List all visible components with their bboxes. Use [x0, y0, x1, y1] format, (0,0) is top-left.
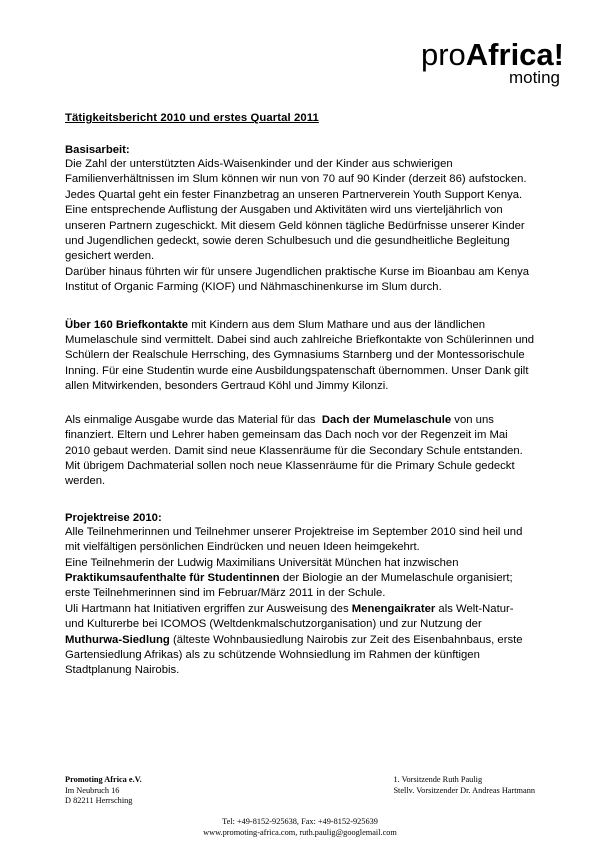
logo — [384, 38, 564, 106]
logo-text-pro: pro — [420, 37, 466, 72]
footer-chair-line1: 1. Vorsitzende Ruth Paulig — [393, 775, 483, 784]
paragraph-briefkontakte: Über 160 Briefkontakte mit Kindern aus dem Slum Mathare und aus der ländlichen Mumelaschule sind vermittelt. Dabei sind auch zahlreiche Briefkontakte von Schülerinnen und Schülern der Realschule Herrsching, des Gymnasiums Starnberg und der Montessorischule Inning. Für eine Studentin wurde eine Ausbildungspatenschaft übernommen. Unser Dank gilt allen Mitwirkenden, besonders Gertraud Köhl und Jimmy Kilonzi. — [65, 318, 535, 393]
paragraph-projektreise-3: Uli Hartmann hat Initiativen ergriffen zur Ausweisung des Menengaikrater als Welt-Natur- und Kulturerbe bei ICOMOS (Weltdenkmalschutzorganisation) und zur Nutzung der Muthurwa-Siedlung (älteste Wohnbausiedlung Nairobis zur Zeit des Eisenbahnbaus, erste Gartensiedlung Afrikas) als zu schützende Wohnsiedlung im Rahmen der künftigen Stadtplanung Nairobis. — [65, 602, 523, 677]
footer-columns — [65, 775, 535, 807]
logo-text-africa: Africa! — [465, 37, 564, 72]
footer-chair-line2: Stellv. Vorsitzender Dr. Andreas Hartmann — [393, 785, 535, 795]
footer-officers — [393, 775, 535, 796]
footer-org-name: Promoting Africa e.V. — [65, 775, 142, 784]
page-footer — [65, 775, 535, 838]
footer-address-line2: D 82211 Herrsching — [65, 796, 133, 805]
document-body — [65, 112, 535, 679]
footer-address-line1: Im Neubruch 16 — [65, 785, 120, 795]
paragraph-basisarbeit-1: Die Zahl der unterstützten Aids-Waisenkinder und der Kinder aus schwierigen Familienverhältnissen im Slum können wir nun von 70 auf 90 Kinder (derzeit 86) aufstocken. Jedes Quartal geht ein fester Finanzbetrag an unseren Partnerverein Youth Support Kenya. Eine entsprechende Auflistung der Ausgaben und Aktivitäten wird uns vierteljährlich von unseren Partnern zugeschickt. Mit diesem Geld können tägliche Bedürfnisse unserer Kinder und Jugendlichen gedeckt, sowie deren Schulbesuch und die gesundheitliche Begleitung gesichert werden. — [65, 158, 527, 263]
paragraph-dach: Als einmalige Ausgabe wurde das Material für das Dach der Mumelaschule von uns finanziert. Eltern und Lehrer haben gemeinsam das Dach noch vor der Regenzeit im Mai 2010 gebaut werden. Damit sind neue Klassenräume für die Secondary Schule entstanden. Mit übrigem Dachmaterial sollen noch neue Klassenräume für die Primary Schule gedeckt werden. — [65, 413, 523, 488]
section-heading-basisarbeit: Basisarbeit: — [65, 144, 130, 156]
section-heading-projektreise: Projektreise 2010: — [65, 511, 162, 524]
footer-phone: Tel: +49-8152-925638, Fax: +49-8152-925639 — [222, 816, 378, 826]
logo-text-moting: moting — [508, 68, 560, 87]
paragraph-projektreise-2: Eine Teilnehmerin der Ludwig Maximilians Universität München hat inzwischen Praktikumsaufenthalte für Studentinnen der Biologie an der Mumelaschule organisiert; erste Teilnehmerinnen sind im Februar/März 2011 in der Schule. — [65, 556, 513, 600]
footer-web[interactable]: www.promoting-africa.com, ruth.paulig@googlemail.com — [203, 827, 397, 837]
paragraph-basisarbeit-2: Darüber hinaus führten wir für unsere Jugendlichen praktische Kurse im Bioanbau am Kenya Institut of Organic Farming (KIOF) und Nähmaschinenkurse im Slum durch. — [65, 265, 530, 294]
footer-contact — [65, 816, 535, 838]
logo-wordmark — [384, 38, 564, 72]
footer-address — [65, 775, 142, 807]
paragraph-projektreise-1: Alle Teilnehmerinnen und Teilnehmer unserer Projektreise im September 2010 sind heil und mit vielfältigen persönlichen Eindrücken und neuen Ideen heimgekehrt. — [65, 525, 523, 554]
page-title: Tätigkeitsbericht 2010 und erstes Quartal 2011 — [65, 112, 319, 124]
